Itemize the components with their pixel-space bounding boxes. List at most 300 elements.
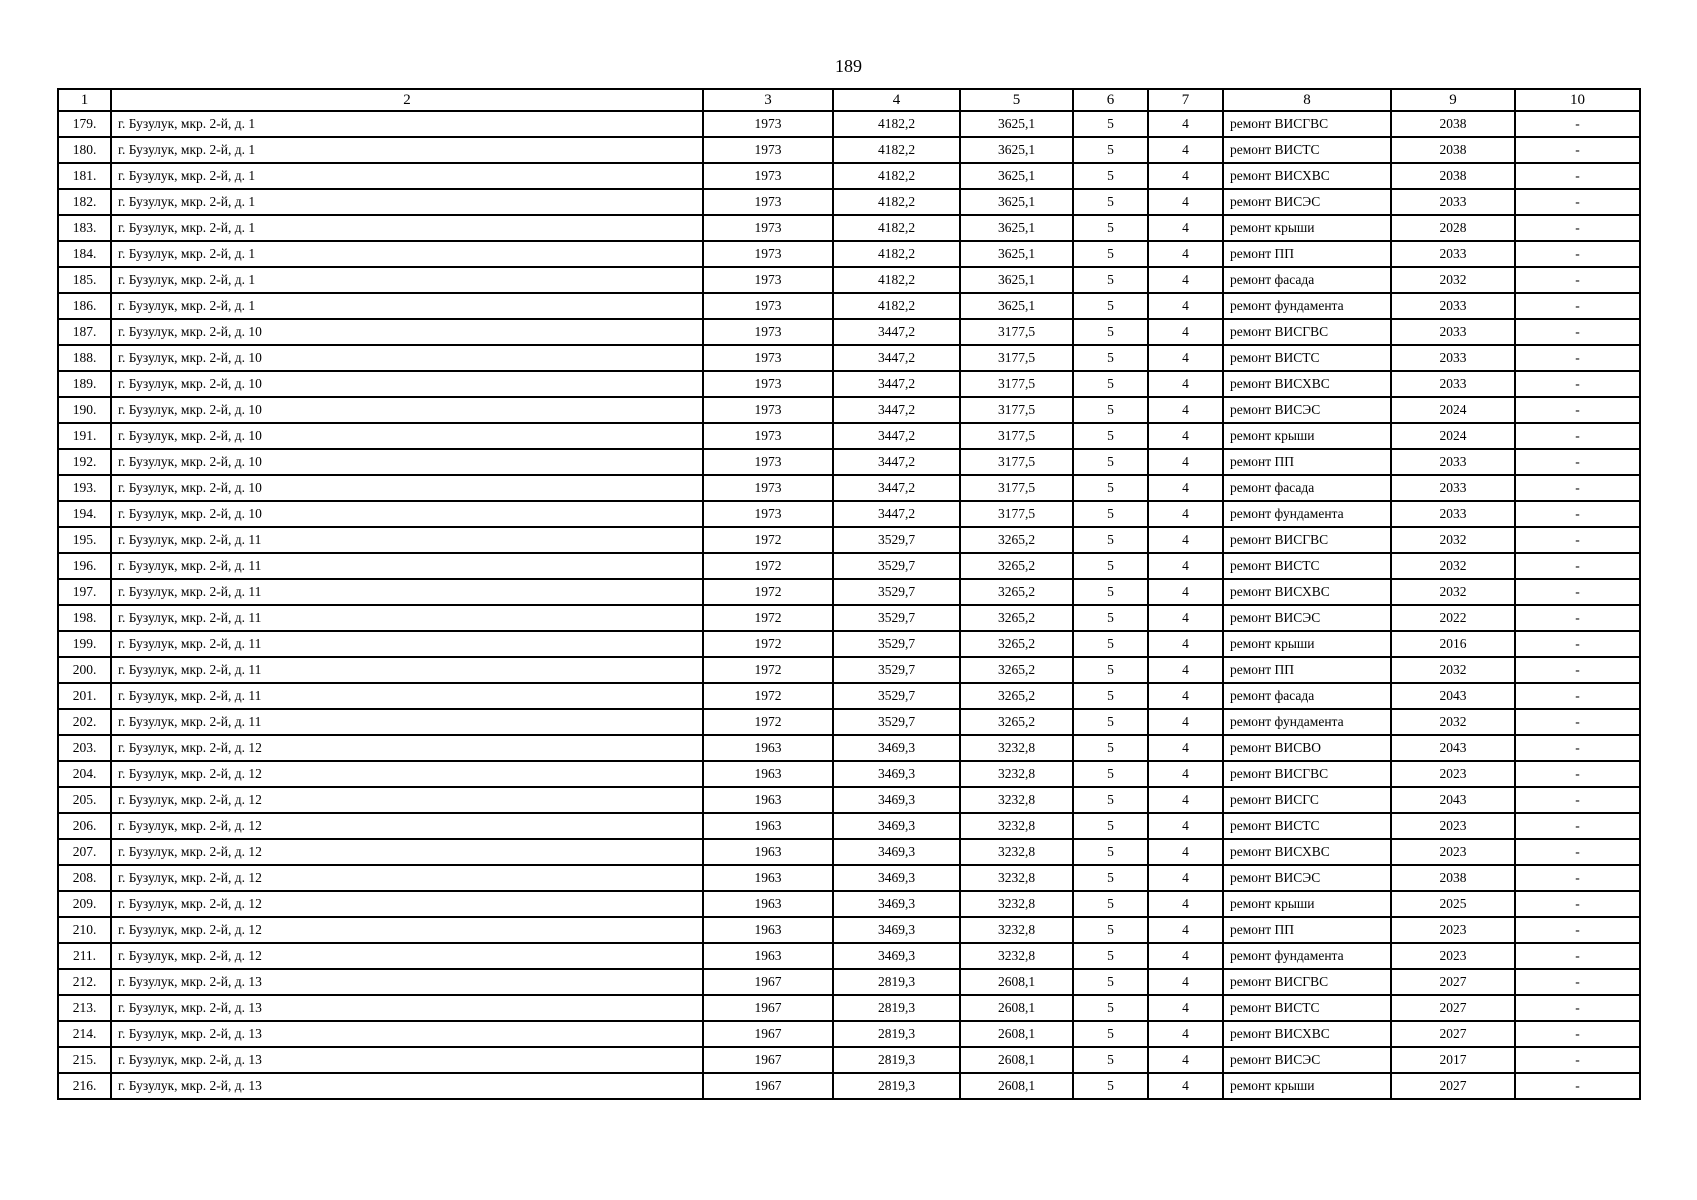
total-area-cell: 3469,3	[833, 891, 960, 917]
address-cell: г. Бузулук, мкр. 2-й, д. 11	[111, 709, 703, 735]
work-type-cell: ремонт крыши	[1223, 631, 1391, 657]
row-number-cell: 200.	[58, 657, 111, 683]
planned-year-cell: 2032	[1391, 553, 1515, 579]
row-number-cell: 216.	[58, 1073, 111, 1099]
total-area-cell: 3447,2	[833, 475, 960, 501]
floors-cell: 5	[1073, 787, 1148, 813]
note-cell: -	[1515, 527, 1640, 553]
entrances-cell: 4	[1148, 1021, 1223, 1047]
entrances-cell: 4	[1148, 137, 1223, 163]
row-number-cell: 209.	[58, 891, 111, 917]
total-area-cell: 4182,2	[833, 241, 960, 267]
entrances-cell: 4	[1148, 579, 1223, 605]
table-row	[58, 293, 1640, 319]
year-cell: 1973	[703, 423, 833, 449]
work-type-cell: ремонт ВИСТС	[1223, 813, 1391, 839]
year-cell: 1967	[703, 969, 833, 995]
table-row	[58, 345, 1640, 371]
entrances-cell: 4	[1148, 501, 1223, 527]
entrances-cell: 4	[1148, 787, 1223, 813]
floors-cell: 5	[1073, 423, 1148, 449]
address-cell: г. Бузулук, мкр. 2-й, д. 12	[111, 761, 703, 787]
floors-cell: 5	[1073, 267, 1148, 293]
entrances-cell: 4	[1148, 891, 1223, 917]
entrances-cell: 4	[1148, 943, 1223, 969]
living-area-cell: 3177,5	[960, 423, 1073, 449]
address-cell: г. Бузулук, мкр. 2-й, д. 13	[111, 969, 703, 995]
floors-cell: 5	[1073, 189, 1148, 215]
entrances-cell: 4	[1148, 241, 1223, 267]
living-area-cell: 3232,8	[960, 839, 1073, 865]
planned-year-cell: 2016	[1391, 631, 1515, 657]
table-row	[58, 657, 1640, 683]
entrances-cell: 4	[1148, 1073, 1223, 1099]
row-number-cell: 195.	[58, 527, 111, 553]
year-cell: 1967	[703, 995, 833, 1021]
table-row	[58, 787, 1640, 813]
year-cell: 1963	[703, 813, 833, 839]
work-type-cell: ремонт ПП	[1223, 657, 1391, 683]
total-area-cell: 3529,7	[833, 709, 960, 735]
total-area-cell: 3469,3	[833, 735, 960, 761]
entrances-cell: 4	[1148, 475, 1223, 501]
address-cell: г. Бузулук, мкр. 2-й, д. 11	[111, 657, 703, 683]
address-cell: г. Бузулук, мкр. 2-й, д. 1	[111, 137, 703, 163]
living-area-cell: 3177,5	[960, 449, 1073, 475]
year-cell: 1967	[703, 1047, 833, 1073]
entrances-cell: 4	[1148, 813, 1223, 839]
row-number-cell: 207.	[58, 839, 111, 865]
work-type-cell: ремонт ВИСГВС	[1223, 761, 1391, 787]
note-cell: -	[1515, 501, 1640, 527]
note-cell: -	[1515, 813, 1640, 839]
year-cell: 1963	[703, 839, 833, 865]
year-cell: 1963	[703, 761, 833, 787]
living-area-cell: 3625,1	[960, 189, 1073, 215]
total-area-cell: 4182,2	[833, 267, 960, 293]
planned-year-cell: 2032	[1391, 527, 1515, 553]
living-area-cell: 3232,8	[960, 735, 1073, 761]
floors-cell: 5	[1073, 969, 1148, 995]
row-number-cell: 180.	[58, 137, 111, 163]
entrances-cell: 4	[1148, 657, 1223, 683]
living-area-cell: 3232,8	[960, 813, 1073, 839]
table-row	[58, 735, 1640, 761]
page-number: 189	[835, 56, 862, 76]
table-header	[58, 89, 1640, 111]
living-area-cell: 2608,1	[960, 1047, 1073, 1073]
floors-cell: 5	[1073, 501, 1148, 527]
row-number-cell: 203.	[58, 735, 111, 761]
work-type-cell: ремонт ВИСХВС	[1223, 839, 1391, 865]
address-cell: г. Бузулук, мкр. 2-й, д. 11	[111, 631, 703, 657]
note-cell: -	[1515, 657, 1640, 683]
entrances-cell: 4	[1148, 839, 1223, 865]
table-row	[58, 449, 1640, 475]
note-cell: -	[1515, 709, 1640, 735]
work-type-cell: ремонт ВИСЭС	[1223, 605, 1391, 631]
year-cell: 1972	[703, 657, 833, 683]
year-cell: 1973	[703, 111, 833, 137]
planned-year-cell: 2032	[1391, 709, 1515, 735]
year-cell: 1972	[703, 553, 833, 579]
table-row	[58, 189, 1640, 215]
note-cell: -	[1515, 371, 1640, 397]
row-number-cell: 191.	[58, 423, 111, 449]
column-header-1: 1	[58, 89, 111, 111]
address-cell: г. Бузулук, мкр. 2-й, д. 12	[111, 891, 703, 917]
table-row	[58, 579, 1640, 605]
row-number-cell: 185.	[58, 267, 111, 293]
table-row	[58, 631, 1640, 657]
work-type-cell: ремонт ВИСТС	[1223, 553, 1391, 579]
entrances-cell: 4	[1148, 163, 1223, 189]
total-area-cell: 2819,3	[833, 1073, 960, 1099]
address-cell: г. Бузулук, мкр. 2-й, д. 1	[111, 189, 703, 215]
year-cell: 1963	[703, 735, 833, 761]
row-number-cell: 179.	[58, 111, 111, 137]
floors-cell: 5	[1073, 657, 1148, 683]
note-cell: -	[1515, 397, 1640, 423]
floors-cell: 5	[1073, 371, 1148, 397]
planned-year-cell: 2033	[1391, 501, 1515, 527]
planned-year-cell: 2033	[1391, 241, 1515, 267]
living-area-cell: 3625,1	[960, 241, 1073, 267]
total-area-cell: 3469,3	[833, 787, 960, 813]
year-cell: 1963	[703, 891, 833, 917]
work-type-cell: ремонт ПП	[1223, 449, 1391, 475]
living-area-cell: 3232,8	[960, 917, 1073, 943]
table-row	[58, 891, 1640, 917]
total-area-cell: 2819,3	[833, 995, 960, 1021]
work-type-cell: ремонт фундамента	[1223, 501, 1391, 527]
planned-year-cell: 2032	[1391, 657, 1515, 683]
living-area-cell: 3177,5	[960, 345, 1073, 371]
row-number-cell: 213.	[58, 995, 111, 1021]
total-area-cell: 3469,3	[833, 943, 960, 969]
address-cell: г. Бузулук, мкр. 2-й, д. 10	[111, 397, 703, 423]
table-row	[58, 215, 1640, 241]
floors-cell: 5	[1073, 527, 1148, 553]
total-area-cell: 3447,2	[833, 371, 960, 397]
table-row	[58, 1021, 1640, 1047]
work-type-cell: ремонт крыши	[1223, 423, 1391, 449]
work-type-cell: ремонт ВИСХВС	[1223, 1021, 1391, 1047]
year-cell: 1963	[703, 917, 833, 943]
planned-year-cell: 2023	[1391, 917, 1515, 943]
entrances-cell: 4	[1148, 371, 1223, 397]
row-number-cell: 211.	[58, 943, 111, 969]
table-row	[58, 995, 1640, 1021]
note-cell: -	[1515, 215, 1640, 241]
work-type-cell: ремонт фасада	[1223, 683, 1391, 709]
planned-year-cell: 2038	[1391, 865, 1515, 891]
entrances-cell: 4	[1148, 345, 1223, 371]
planned-year-cell: 2027	[1391, 969, 1515, 995]
floors-cell: 5	[1073, 917, 1148, 943]
address-cell: г. Бузулук, мкр. 2-й, д. 10	[111, 371, 703, 397]
table-row	[58, 605, 1640, 631]
address-cell: г. Бузулук, мкр. 2-й, д. 10	[111, 319, 703, 345]
planned-year-cell: 2033	[1391, 475, 1515, 501]
work-type-cell: ремонт ВИСХВС	[1223, 371, 1391, 397]
living-area-cell: 3232,8	[960, 761, 1073, 787]
floors-cell: 5	[1073, 241, 1148, 267]
work-type-cell: ремонт ВИСГВС	[1223, 527, 1391, 553]
address-cell: г. Бузулук, мкр. 2-й, д. 12	[111, 943, 703, 969]
year-cell: 1963	[703, 943, 833, 969]
table-row	[58, 111, 1640, 137]
row-number-cell: 196.	[58, 553, 111, 579]
table-row	[58, 969, 1640, 995]
note-cell: -	[1515, 111, 1640, 137]
total-area-cell: 3529,7	[833, 579, 960, 605]
total-area-cell: 3529,7	[833, 553, 960, 579]
table-row	[58, 501, 1640, 527]
row-number-cell: 208.	[58, 865, 111, 891]
address-cell: г. Бузулук, мкр. 2-й, д. 10	[111, 345, 703, 371]
note-cell: -	[1515, 1073, 1640, 1099]
work-type-cell: ремонт ВИСГВС	[1223, 319, 1391, 345]
note-cell: -	[1515, 761, 1640, 787]
entrances-cell: 4	[1148, 189, 1223, 215]
planned-year-cell: 2022	[1391, 605, 1515, 631]
address-cell: г. Бузулук, мкр. 2-й, д. 11	[111, 579, 703, 605]
note-cell: -	[1515, 475, 1640, 501]
entrances-cell: 4	[1148, 215, 1223, 241]
year-cell: 1973	[703, 397, 833, 423]
floors-cell: 5	[1073, 761, 1148, 787]
row-number-cell: 212.	[58, 969, 111, 995]
planned-year-cell: 2033	[1391, 371, 1515, 397]
address-cell: г. Бузулук, мкр. 2-й, д. 1	[111, 215, 703, 241]
note-cell: -	[1515, 631, 1640, 657]
entrances-cell: 4	[1148, 449, 1223, 475]
column-header-4: 4	[833, 89, 960, 111]
floors-cell: 5	[1073, 891, 1148, 917]
planned-year-cell: 2038	[1391, 137, 1515, 163]
entrances-cell: 4	[1148, 605, 1223, 631]
living-area-cell: 3177,5	[960, 397, 1073, 423]
row-number-cell: 197.	[58, 579, 111, 605]
total-area-cell: 3447,2	[833, 501, 960, 527]
row-number-cell: 194.	[58, 501, 111, 527]
entrances-cell: 4	[1148, 631, 1223, 657]
work-type-cell: ремонт фасада	[1223, 267, 1391, 293]
living-area-cell: 2608,1	[960, 1073, 1073, 1099]
work-type-cell: ремонт ПП	[1223, 241, 1391, 267]
total-area-cell: 3447,2	[833, 345, 960, 371]
address-cell: г. Бузулук, мкр. 2-й, д. 11	[111, 527, 703, 553]
year-cell: 1973	[703, 241, 833, 267]
planned-year-cell: 2038	[1391, 163, 1515, 189]
note-cell: -	[1515, 579, 1640, 605]
living-area-cell: 3265,2	[960, 683, 1073, 709]
entrances-cell: 4	[1148, 995, 1223, 1021]
header-row	[58, 89, 1640, 111]
row-number-cell: 192.	[58, 449, 111, 475]
planned-year-cell: 2023	[1391, 813, 1515, 839]
note-cell: -	[1515, 943, 1640, 969]
table-row	[58, 865, 1640, 891]
year-cell: 1972	[703, 579, 833, 605]
total-area-cell: 3447,2	[833, 449, 960, 475]
floors-cell: 5	[1073, 683, 1148, 709]
note-cell: -	[1515, 189, 1640, 215]
entrances-cell: 4	[1148, 423, 1223, 449]
table-row	[58, 917, 1640, 943]
total-area-cell: 2819,3	[833, 1047, 960, 1073]
total-area-cell: 3469,3	[833, 917, 960, 943]
work-type-cell: ремонт фасада	[1223, 475, 1391, 501]
table-row	[58, 813, 1640, 839]
address-cell: г. Бузулук, мкр. 2-й, д. 1	[111, 163, 703, 189]
year-cell: 1973	[703, 371, 833, 397]
floors-cell: 5	[1073, 631, 1148, 657]
table-row	[58, 371, 1640, 397]
year-cell: 1972	[703, 527, 833, 553]
work-type-cell: ремонт крыши	[1223, 215, 1391, 241]
address-cell: г. Бузулук, мкр. 2-й, д. 1	[111, 293, 703, 319]
address-cell: г. Бузулук, мкр. 2-й, д. 1	[111, 111, 703, 137]
year-cell: 1973	[703, 293, 833, 319]
floors-cell: 5	[1073, 397, 1148, 423]
work-type-cell: ремонт ВИСГС	[1223, 787, 1391, 813]
year-cell: 1967	[703, 1021, 833, 1047]
year-cell: 1972	[703, 709, 833, 735]
planned-year-cell: 2027	[1391, 1021, 1515, 1047]
planned-year-cell: 2023	[1391, 943, 1515, 969]
row-number-cell: 186.	[58, 293, 111, 319]
planned-year-cell: 2033	[1391, 345, 1515, 371]
note-cell: -	[1515, 995, 1640, 1021]
address-cell: г. Бузулук, мкр. 2-й, д. 10	[111, 449, 703, 475]
column-header-6: 6	[1073, 89, 1148, 111]
floors-cell: 5	[1073, 449, 1148, 475]
table-row	[58, 553, 1640, 579]
row-number-cell: 202.	[58, 709, 111, 735]
living-area-cell: 3625,1	[960, 163, 1073, 189]
total-area-cell: 3469,3	[833, 813, 960, 839]
column-header-2: 2	[111, 89, 703, 111]
year-cell: 1973	[703, 501, 833, 527]
address-cell: г. Бузулук, мкр. 2-й, д. 11	[111, 683, 703, 709]
row-number-cell: 201.	[58, 683, 111, 709]
living-area-cell: 3177,5	[960, 371, 1073, 397]
floors-cell: 5	[1073, 215, 1148, 241]
total-area-cell: 2819,3	[833, 1021, 960, 1047]
row-number-cell: 182.	[58, 189, 111, 215]
entrances-cell: 4	[1148, 917, 1223, 943]
address-cell: г. Бузулук, мкр. 2-й, д. 13	[111, 1073, 703, 1099]
planned-year-cell: 2033	[1391, 293, 1515, 319]
entrances-cell: 4	[1148, 267, 1223, 293]
work-type-cell: ремонт фундамента	[1223, 943, 1391, 969]
work-type-cell: ремонт ВИСТС	[1223, 995, 1391, 1021]
table-row	[58, 839, 1640, 865]
planned-year-cell: 2033	[1391, 449, 1515, 475]
planned-year-cell: 2024	[1391, 423, 1515, 449]
floors-cell: 5	[1073, 1073, 1148, 1099]
repair-schedule-table	[57, 88, 1641, 1100]
work-type-cell: ремонт ПП	[1223, 917, 1391, 943]
total-area-cell: 4182,2	[833, 293, 960, 319]
address-cell: г. Бузулук, мкр. 2-й, д. 1	[111, 267, 703, 293]
work-type-cell: ремонт ВИСЭС	[1223, 397, 1391, 423]
row-number-cell: 190.	[58, 397, 111, 423]
note-cell: -	[1515, 891, 1640, 917]
note-cell: -	[1515, 839, 1640, 865]
note-cell: -	[1515, 1021, 1640, 1047]
address-cell: г. Бузулук, мкр. 2-й, д. 12	[111, 813, 703, 839]
total-area-cell: 4182,2	[833, 163, 960, 189]
year-cell: 1967	[703, 1073, 833, 1099]
note-cell: -	[1515, 137, 1640, 163]
total-area-cell: 3447,2	[833, 397, 960, 423]
table-row	[58, 683, 1640, 709]
row-number-cell: 184.	[58, 241, 111, 267]
work-type-cell: ремонт крыши	[1223, 891, 1391, 917]
row-number-cell: 199.	[58, 631, 111, 657]
living-area-cell: 3265,2	[960, 579, 1073, 605]
table-body	[58, 111, 1640, 1099]
planned-year-cell: 2023	[1391, 839, 1515, 865]
total-area-cell: 3529,7	[833, 631, 960, 657]
note-cell: -	[1515, 163, 1640, 189]
floors-cell: 5	[1073, 553, 1148, 579]
table-row	[58, 1047, 1640, 1073]
planned-year-cell: 2038	[1391, 111, 1515, 137]
work-type-cell: ремонт ВИСХВС	[1223, 163, 1391, 189]
total-area-cell: 3529,7	[833, 657, 960, 683]
year-cell: 1963	[703, 865, 833, 891]
note-cell: -	[1515, 319, 1640, 345]
floors-cell: 5	[1073, 943, 1148, 969]
living-area-cell: 3265,2	[960, 605, 1073, 631]
entrances-cell: 4	[1148, 683, 1223, 709]
planned-year-cell: 2032	[1391, 579, 1515, 605]
entrances-cell: 4	[1148, 111, 1223, 137]
living-area-cell: 3232,8	[960, 787, 1073, 813]
floors-cell: 5	[1073, 137, 1148, 163]
living-area-cell: 3625,1	[960, 215, 1073, 241]
row-number-cell: 187.	[58, 319, 111, 345]
table-row	[58, 241, 1640, 267]
note-cell: -	[1515, 735, 1640, 761]
living-area-cell: 3232,8	[960, 891, 1073, 917]
year-cell: 1973	[703, 345, 833, 371]
work-type-cell: ремонт ВИСЭС	[1223, 1047, 1391, 1073]
note-cell: -	[1515, 553, 1640, 579]
column-header-8: 8	[1223, 89, 1391, 111]
planned-year-cell: 2043	[1391, 787, 1515, 813]
planned-year-cell: 2027	[1391, 995, 1515, 1021]
work-type-cell: ремонт фундамента	[1223, 293, 1391, 319]
table-row	[58, 475, 1640, 501]
living-area-cell: 2608,1	[960, 969, 1073, 995]
year-cell: 1972	[703, 631, 833, 657]
planned-year-cell: 2023	[1391, 761, 1515, 787]
total-area-cell: 3469,3	[833, 839, 960, 865]
address-cell: г. Бузулук, мкр. 2-й, д. 12	[111, 917, 703, 943]
planned-year-cell: 2025	[1391, 891, 1515, 917]
address-cell: г. Бузулук, мкр. 2-й, д. 13	[111, 1047, 703, 1073]
row-number-cell: 205.	[58, 787, 111, 813]
entrances-cell: 4	[1148, 293, 1223, 319]
column-header-5: 5	[960, 89, 1073, 111]
column-header-10: 10	[1515, 89, 1640, 111]
work-type-cell: ремонт ВИСЭС	[1223, 189, 1391, 215]
